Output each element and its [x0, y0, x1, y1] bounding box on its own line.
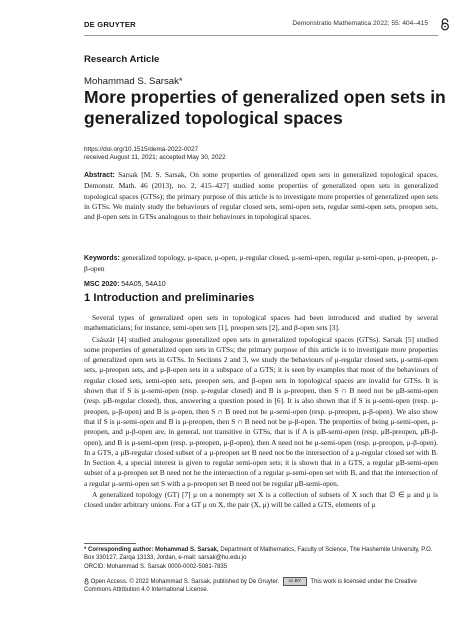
msc-label: MSC 2020:: [84, 281, 120, 288]
license-notice: [84, 577, 438, 595]
abstract-label: Abstract:: [84, 172, 115, 179]
license-copyright: Open Access. © 2022 Mohammad S. Sarsak, published by De Gruyter.: [90, 579, 280, 586]
article-meta: [84, 146, 226, 163]
open-access-icon: [440, 18, 450, 31]
corresponding-author: [84, 546, 438, 563]
doi-link[interactable]: https://doi.org/10.1515/dema-2022-0027: [84, 146, 199, 153]
footnote-divider: [84, 543, 136, 544]
cc-by-badge[interactable]: cc BY: [283, 577, 307, 586]
body-paragraph: A generalized topology (GT) [7] μ on a nonempty set X is a collection of subsets of X such that ∅ ∈ μ and μ is closed under arbitrary unions. For a GT μ on X, the pair (X, μ) will be called a GTS, elements of μ: [84, 490, 438, 510]
journal-reference: Demonstratio Mathematica 2022; 55: 404–415: [292, 20, 428, 27]
footnote: [84, 546, 438, 571]
header-divider: [84, 35, 438, 36]
corresponding-author-label: * Corresponding author: Mohammad S. Sarsak,: [84, 547, 219, 553]
author-name: Mohammad S. Sarsak*: [84, 76, 183, 87]
body-paragraph: Several types of generalized open sets in topological spaces had been introduced and studied by several mathematicians; for instance, semi-open sets [1], preopen sets [2], and β-open sets [3].: [84, 313, 438, 333]
corresponding-author-details: Department of Mathematics, Faculty of Science, The Hashemite University, P.O. Box 330127, Zarqa 13133, Jordan, e-mail: sarsak@hu.edu.jo: [84, 547, 433, 562]
abstract-text: Sarsak [M. S. Sarsak, On some properties of generalized open sets in generalized topological spaces, Demonstr. Math. 46 (2013), no. 2, 415–427] studied some properties of generalized open sets in generalized topological spaces (GTSs); the primary purpose of this article is to investigate more properties of generalized open sets in GTSs. We mainly study the behaviours of regular closed sets, semi-open sets, regular semi-open sets, preopen sets, and β-open sets in GTSs analogous to their behaviours in topological spaces.: [84, 170, 439, 222]
article-dates: received August 11, 2021; accepted May 30, 2022: [84, 154, 226, 162]
abstract: [84, 170, 438, 222]
keywords-label: Keywords:: [84, 255, 120, 262]
body-paragraph: Császár [4] studied analogous generalized open sets in generalized topological spaces (GTSs). Sarsak [5] studied some properties of generalized open sets in GTSs; the primary purpose of this article is to investigate more properties of generalized open sets in GTSs. In Sections 2 and 3, we study the behaviours of μ-regular closed sets, μ-semi-open sets, μ-preopen sets, and μ-β-open sets in a subspace of a GTS; it is seen by examples that most of the behaviours of regular closed sets, semi-open sets, preopen sets, and β-open sets in topological spaces are invalid for GTSs. It is shown that if S is μ-semi-open (resp. μ-regular closed) and B is μ-preopen, then S ∩ B need not be μB-semi-open (resp. μB-regular closed), thus, answering a question posed in [6]. It is also shown that if S is μ-semi-open (resp. μ-preopen, μ-β-open) and B is μ-open, then S ∩ B need not be μ-semi-open (resp. μ-preopen, μ-β-open). We also show that if S is μ-semi-open and B is μ-preopen, then S ∩ B need not be μ-β-open. The properties of being μ-semi-open, μ-preopen, and μ-β-open are, in general, not transitive in GTSs, that is if A is μB-semi-open (resp. μB-preopen, μB-β-open), and B is μ-semi-open (resp. μ-preopen, μ-β-open), then A need not be μ-semi-open (resp. μ-preopen, μ-β-open). In a GTS, a μB-regular closed subset of a μ-preopen set B need not be the intersection of a μ-regular closed set with B. In Section 4, a special interest is given to regular semi-open sets; it is shown that in a GTS, a regular μB-semi-open subset of a μ-preopen set B need not be the intersection of a regular μ-semi-open set with B, and that the intersection of a regular μ-semi-open set S with a μ-preopen set B need not be regular μB-semi-open.: [84, 334, 438, 488]
article-type: Research Article: [84, 54, 160, 65]
keywords: [84, 253, 438, 275]
license-text: This work is licensed under the Creative Commons Attribution 4.0 International License.: [84, 579, 417, 594]
publisher-name: DE GRUYTER: [84, 20, 136, 29]
orcid: ORCID: Mohammad S. Sarsak 0000-0002-5081-7835: [84, 563, 228, 570]
msc-codes: 54A05, 54A10: [121, 281, 166, 288]
section-heading: 1 Introduction and preliminaries: [84, 292, 255, 304]
page-header: [84, 20, 438, 32]
body-text: [84, 313, 438, 512]
open-access-icon: [84, 578, 89, 585]
msc-classification: [84, 279, 438, 290]
keywords-text: generalized topology, μ-space, μ-open, μ-regular closed, μ-semi-open, regular μ-semi-open, μ-preopen, μ-β-open: [84, 253, 438, 274]
article-title: More properties of generalized open sets in generalized topological spaces: [84, 87, 446, 128]
